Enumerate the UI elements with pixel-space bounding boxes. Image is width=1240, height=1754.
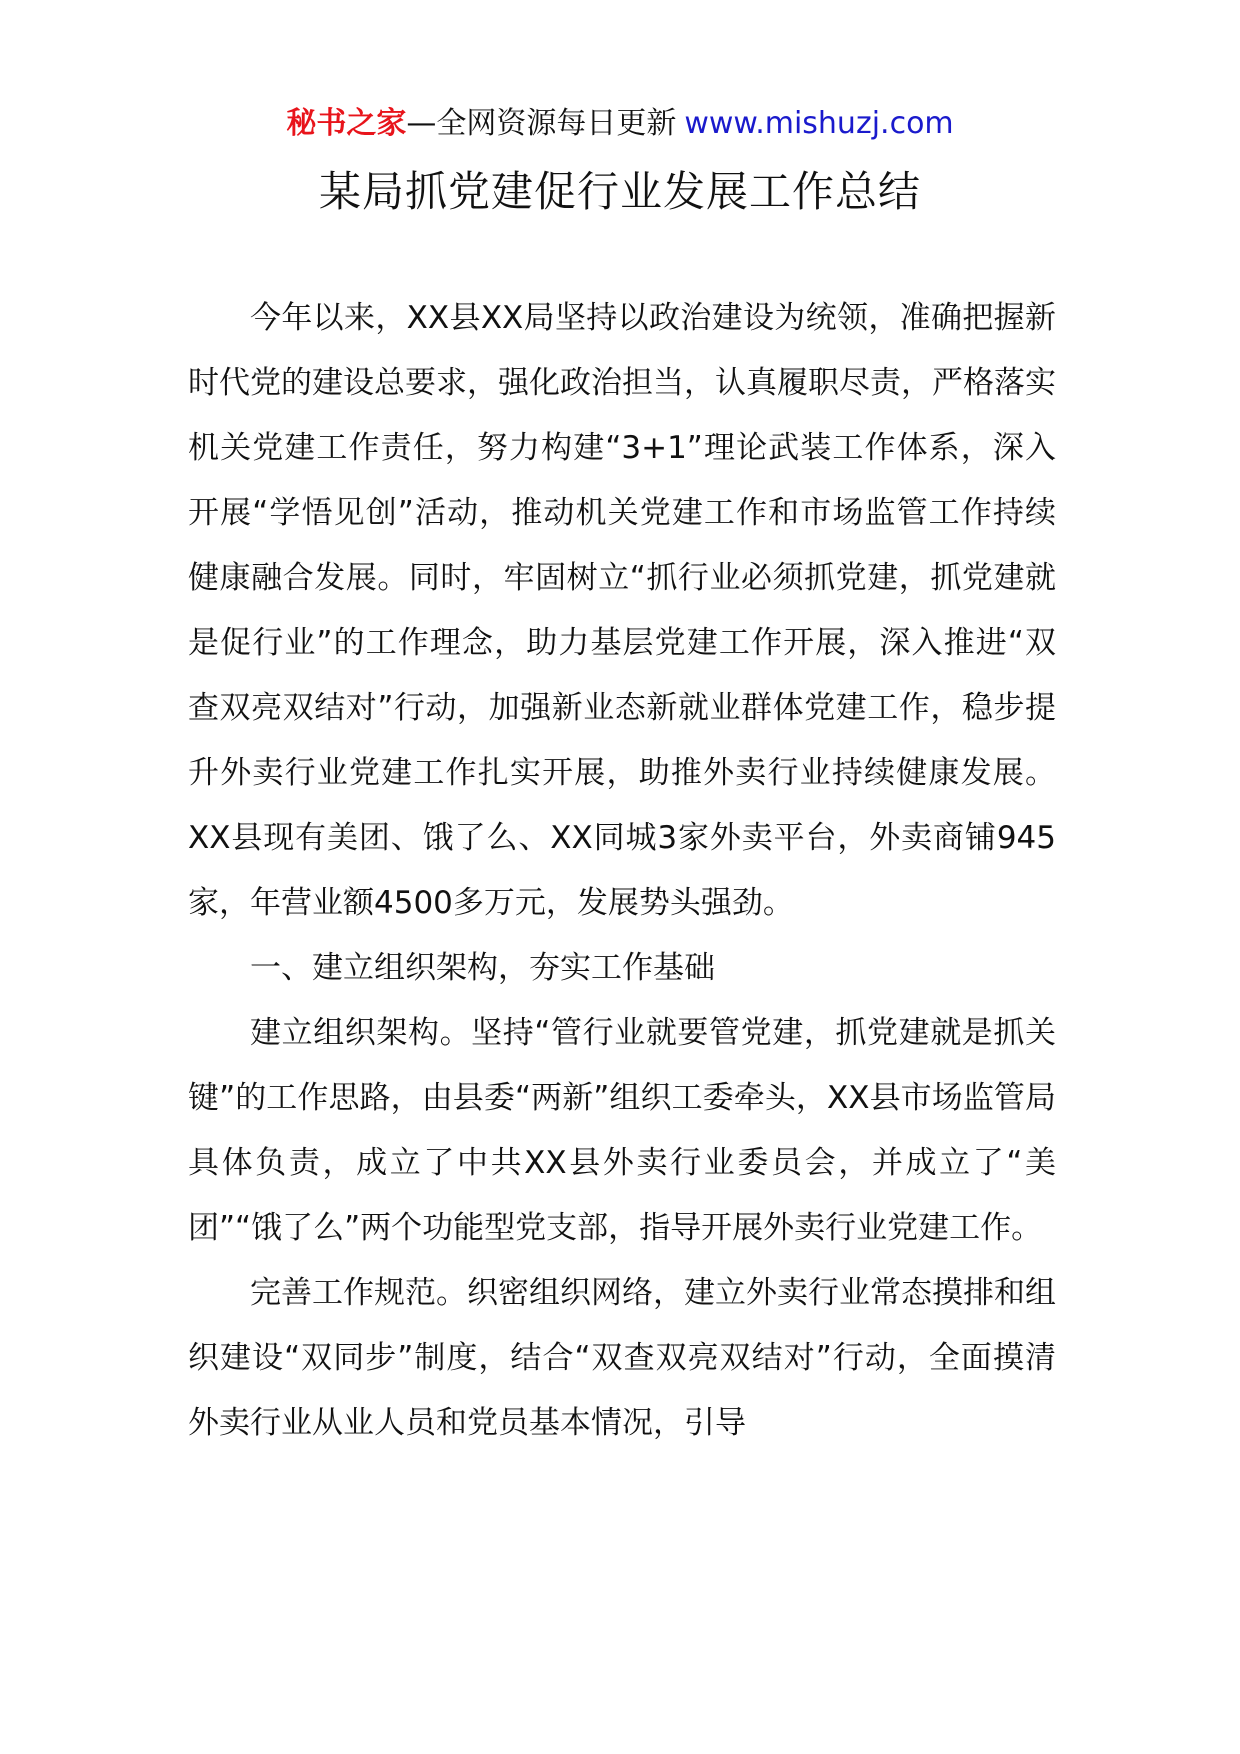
body-paragraph: 完善工作规范。织密组织网络，建立外卖行业常态摸排和组织建设“双同步”制度，结合“双查双亮双结对”行动，全面摸清外卖行业从业人员和党员基本情况，引导 — [188, 1275, 1056, 1441]
document-body — [188, 286, 1056, 1456]
intro-paragraph: 今年以来，XX县XX局坚持以政治建设为统领，准确把握新时代党的建设总要求，强化政治担当，认真履职尽责，严格落实机关党建工作责任，努力构建“3+1”理论武装工作体系，深入开展“学悟见创”活动，推动机关党建工作和市场监管工作持续健康融合发展。同时，牢固树立“抓行业必须抓党建，抓党建就是促行业”的工作理念，助力基层党建工作开展，深入推进“双查双亮双结对”行动，加强新业态新就业群体党建工作，稳步提升外卖行业党建工作扎实开展，助推外卖行业持续健康发展。XX县现有美团、饿了么、XX同城3家外卖平台，外卖商铺945家，年营业额4500多万元，发展势头强劲。 — [188, 300, 1056, 921]
site-header — [0, 103, 1240, 145]
body-paragraph: 建立组织架构。坚持“管行业就要管党建，抓党建就是抓关键”的工作思路，由县委“两新”组织工委牵头，XX县市场监管局具体负责，成立了中共XX县外卖行业委员会，并成立了“美团”“饿了么”两个功能型党支部，指导开展外卖行业党建工作。 — [188, 1015, 1056, 1246]
section-heading: 一、建立组织架构，夯实工作基础 — [250, 950, 715, 986]
document-title: 某局抓党建促行业发展工作总结 — [318, 167, 921, 216]
website-link[interactable]: www.mishuzj.com — [684, 106, 954, 141]
site-slogan: —全网资源每日更新 — [406, 106, 677, 141]
site-brand: 秘书之家 — [286, 106, 407, 141]
